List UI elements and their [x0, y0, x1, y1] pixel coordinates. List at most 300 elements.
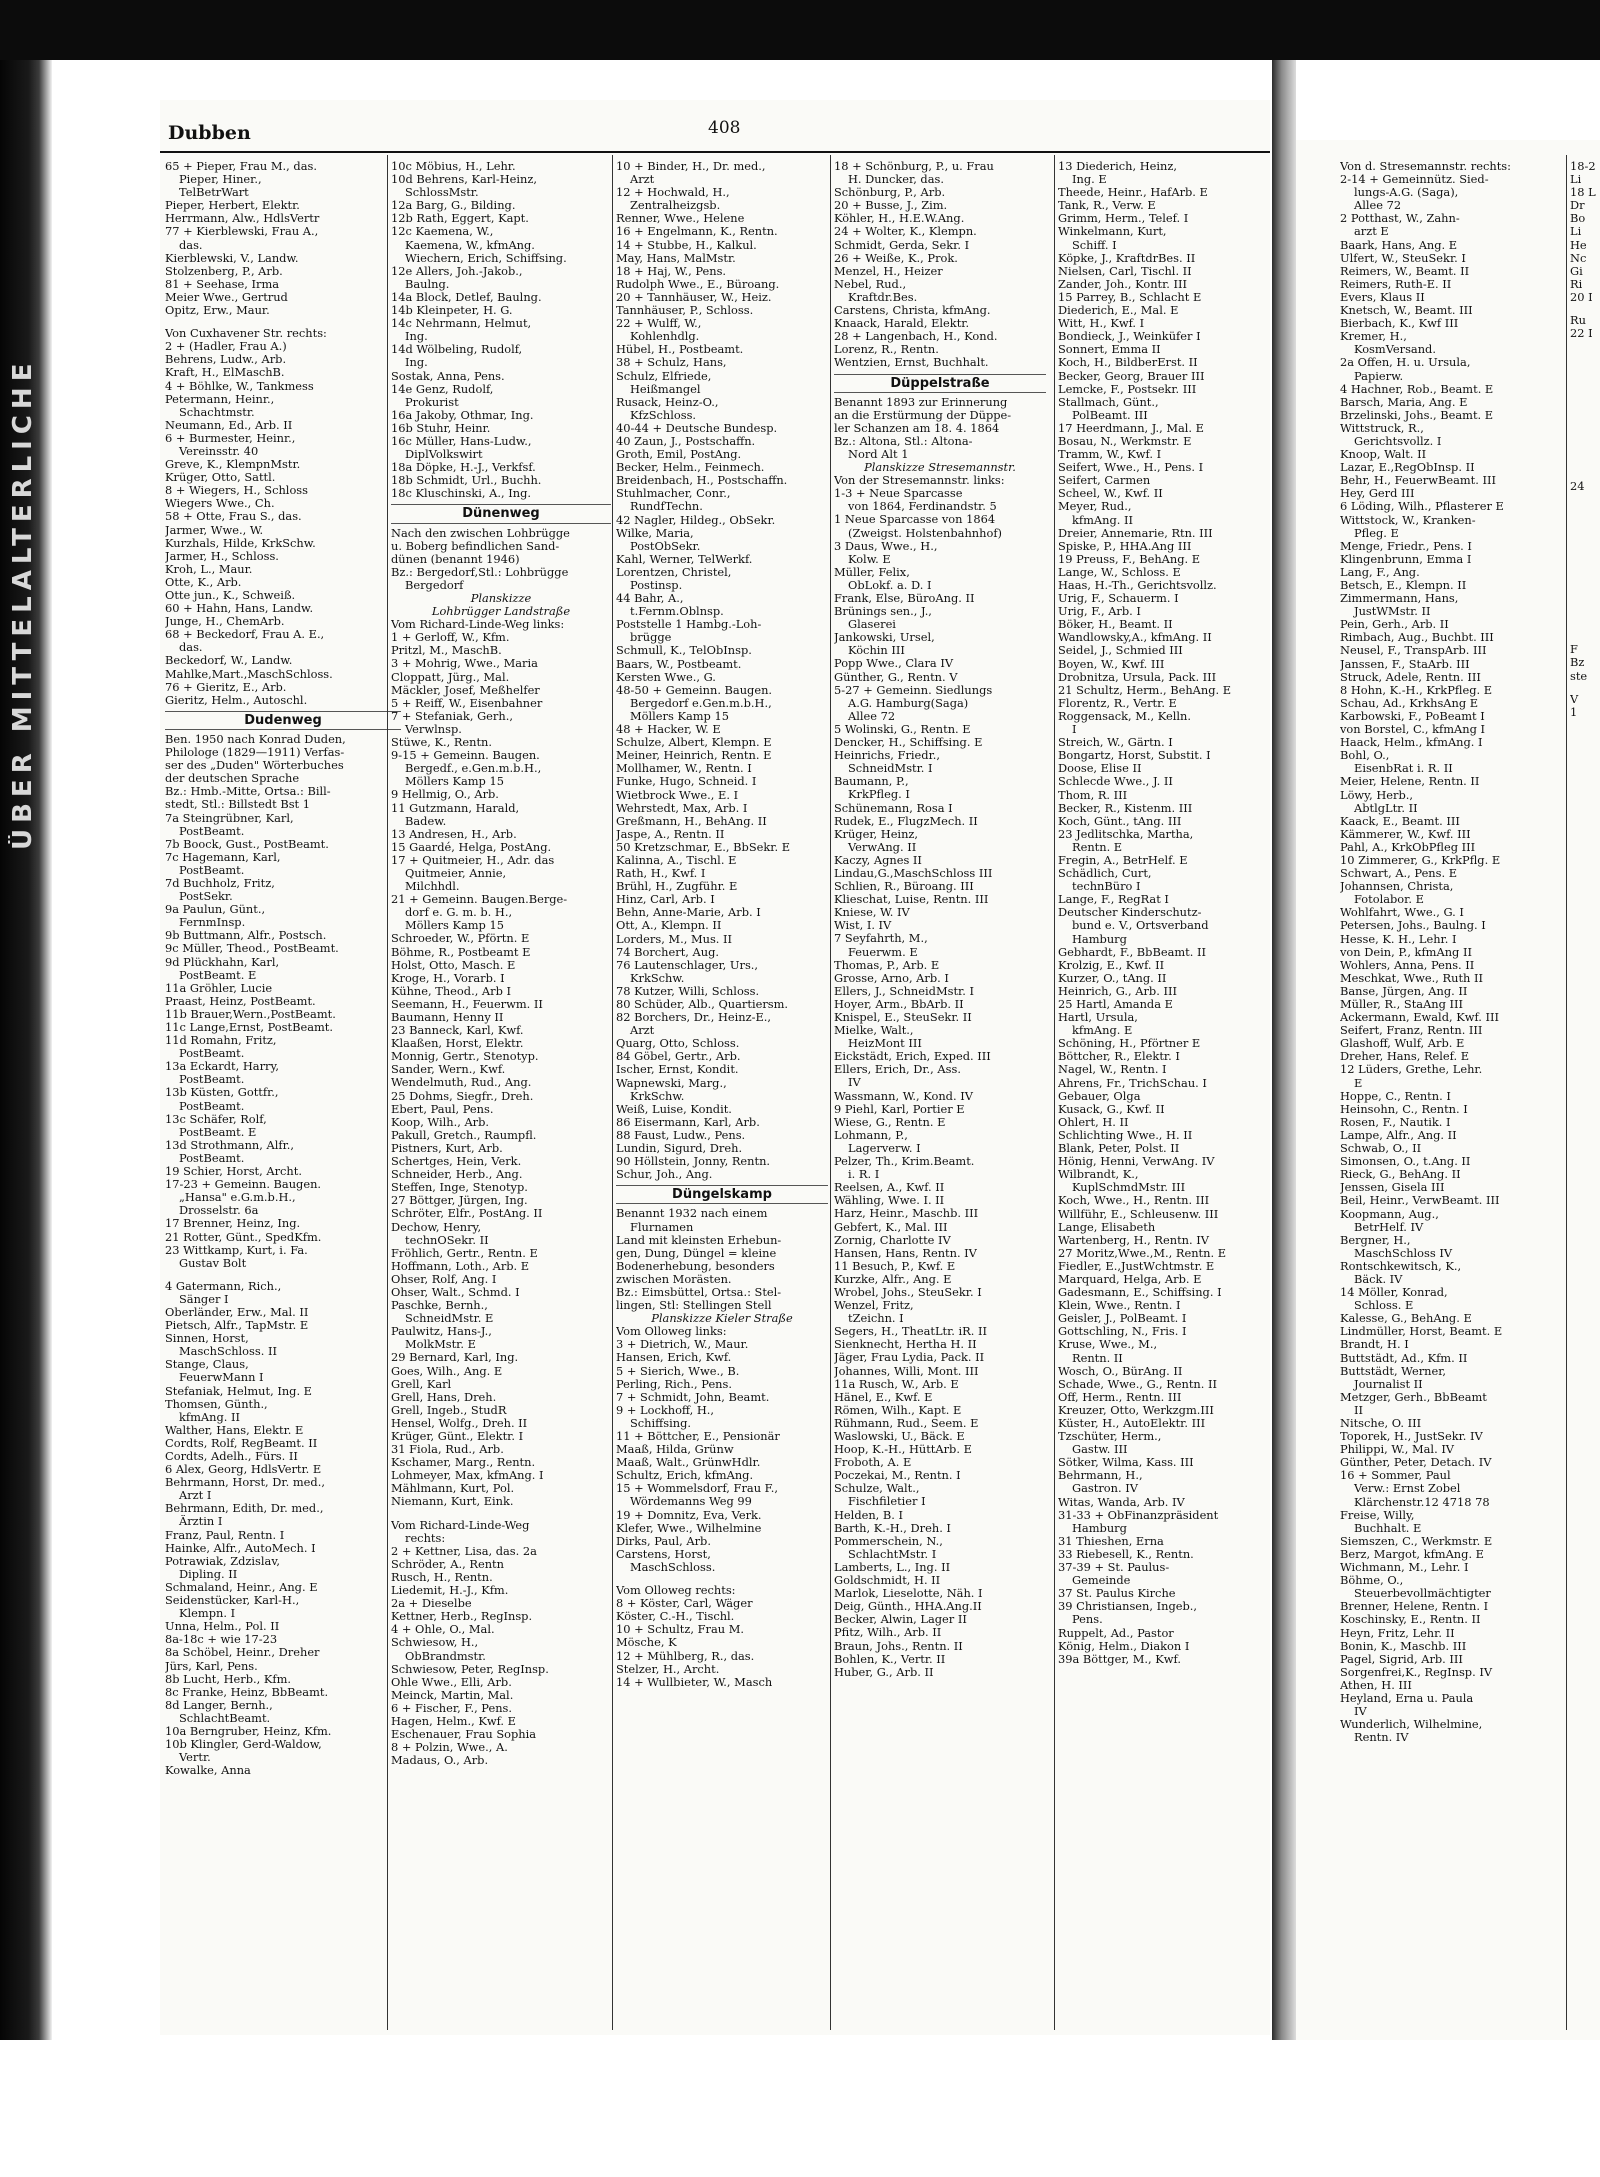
directory-entry: 8 + Polzin, Wwe., A.: [391, 1741, 508, 1755]
entry-continuation: BetrHelf. IV: [1354, 1220, 1424, 1234]
directory-entry: Seidenstücker, Karl-H.,: [165, 1594, 300, 1608]
directory-entry: Lindau,G.,MaschSchloss III: [834, 866, 993, 880]
directory-entry: 6 Löding, Wilh., Pflasterer E: [1340, 500, 1504, 514]
directory-entry: Junge, H., ChemArb.: [165, 615, 285, 629]
entry-continuation: Buchhalt. E: [1354, 1521, 1422, 1535]
directory-entry: Froboth, A. E: [834, 1456, 912, 1470]
directory-entry: Mählmann, Kurt, Pol.: [391, 1482, 515, 1496]
directory-entry: Böker, H., Beamt. II: [1058, 618, 1173, 632]
directory-entry: Hoppe, C., Rentn. I: [1340, 1089, 1451, 1103]
entry-continuation: Arzt I: [179, 1489, 212, 1503]
directory-entry: Rontschkewitsch, K.,: [1340, 1259, 1462, 1273]
entry-continuation: technOSekr. II: [405, 1233, 489, 1247]
directory-entry: 76 Lautenschlager, Urs.,: [616, 958, 759, 972]
entry-continuation: Vereinsstr. 40: [179, 444, 259, 458]
directory-entry: Paulwitz, Hans-J.,: [391, 1325, 492, 1339]
directory-entry: Heinsohn, C., Rentn. I: [1340, 1102, 1468, 1116]
directory-entry: Groth, Emil, PostAng.: [616, 448, 742, 462]
entry-continuation: MaschSchloss IV: [1354, 1246, 1453, 1260]
directory-entry: Kowalke, Anna: [165, 1764, 251, 1778]
directory-entry: 84 Göbel, Gertr., Arb.: [616, 1050, 741, 1064]
spacer: [1570, 360, 1600, 370]
directory-entry: 12e Allers, Joh.-Jakob.,: [391, 264, 523, 278]
entry-continuation: Arzt: [630, 173, 655, 187]
directory-entry: Neumann, Ed., Arb. II: [165, 418, 293, 432]
directory-entry: Otte jun., K., Schweiß.: [165, 589, 296, 602]
entry-continuation: PostBeamt.: [179, 1073, 245, 1087]
directory-entry: Kroge, H., Vorarb. I: [391, 971, 505, 985]
directory-entry: 18 L: [1570, 186, 1596, 200]
entry-continuation: Rentn. IV: [1354, 1731, 1409, 1745]
entry-continuation: das.: [179, 641, 203, 655]
entry-continuation: brügge: [630, 631, 672, 645]
directory-entry: 4 Hachner, Rob., Beamt. E: [1340, 382, 1494, 396]
directory-entry: Jarmer, Wwe., W.: [165, 523, 264, 537]
directory-entry: 14e Genz, Rudolf,: [391, 382, 494, 396]
directory-entry: 16c Müller, Hans-Ludw.,: [391, 434, 532, 448]
directory-entry: Rühmann, Rud., Seem. E: [834, 1416, 979, 1430]
directory-entry: Nebel, Rud.,: [834, 277, 907, 291]
directory-entry: Weiß, Luise, Kondit.: [616, 1102, 732, 1116]
directory-entry: 2 + (Hadler, Frau A.): [165, 340, 287, 354]
directory-entry: 2 Potthast, W., Zahn-: [1340, 212, 1460, 226]
directory-entry: Janssen, F., StaArb. III: [1340, 657, 1470, 671]
directory-entry: 9a Paulun, Günt.,: [165, 903, 266, 917]
directory-entry: 18-2: [1570, 160, 1596, 173]
entry-continuation: von 1864, Ferdinandstr. 5: [848, 500, 997, 514]
directory-entry: Gottschling, N., Fris. I: [1058, 1325, 1187, 1339]
entry-continuation: Rentn. E: [1072, 840, 1123, 854]
directory-entry: Schulze, Walt.,: [834, 1482, 920, 1496]
entry-continuation: arzt E: [1354, 225, 1389, 239]
directory-entry: Krüger, Otto, Sattl.: [165, 471, 276, 485]
directory-entry: Kremer, H.,: [1340, 330, 1407, 344]
directory-entry: Goes, Wilh., Ang. E: [391, 1364, 503, 1378]
directory-entry: Funke, Hugo, Schneid. I: [616, 775, 757, 789]
directory-entry: Günther, Peter, Detach. IV: [1340, 1456, 1492, 1470]
directory-entry: Löwy, Herb.,: [1340, 788, 1413, 802]
directory-entry: Seifert, Carmen: [1058, 474, 1151, 488]
directory-entry: 10d Behrens, Karl-Heinz,: [391, 173, 537, 187]
entry-continuation: Verwlnsp.: [405, 722, 462, 736]
directory-entry: Niemann, Kurt, Eink.: [391, 1495, 514, 1509]
directory-entry: Bosau, N., Werkmstr. E: [1058, 434, 1192, 448]
directory-entry: Florentz, R., Vertr. E: [1058, 696, 1177, 710]
directory-entry: 10 + Binder, H., Dr. med.,: [616, 160, 766, 173]
directory-column-5: [1058, 160, 1268, 2030]
directory-entry: Eschenauer, Frau Sophia: [391, 1728, 537, 1742]
directory-entry: 25 Hartl, Amanda E: [1058, 998, 1173, 1011]
entry-continuation: FernmInsp.: [179, 916, 246, 930]
directory-entry: Bz.: Eimsbüttel, Ortsa.: Stel-: [616, 1285, 782, 1299]
directory-entry: Bonin, K., Maschb. III: [1340, 1639, 1467, 1653]
directory-entry: Kersten Wwe., G.: [616, 670, 716, 684]
entry-continuation: Schachtmstr.: [179, 405, 255, 419]
directory-entry: Gadesmann, E., Schiffsing. I: [1058, 1286, 1222, 1300]
directory-entry: Jäger, Frau Lydia, Pack. II: [834, 1351, 985, 1365]
directory-entry: Meier, Helene, Rentn. II: [1340, 775, 1480, 789]
directory-entry: Meiner, Heinrich, Rentn. E: [616, 749, 772, 763]
directory-entry: Lorenz, R., Rentn.: [834, 343, 939, 357]
entry-continuation: Zentralheizgsb.: [630, 199, 721, 213]
directory-entry: Haack, Helm., kfmAng. I: [1340, 736, 1483, 750]
directory-entry: 16 + Sommer, Paul: [1340, 1469, 1451, 1483]
directory-entry: 27 Böttger, Jürgen, Ing.: [391, 1194, 528, 1208]
directory-entry: 25 Dohms, Siegfr., Dreh.: [391, 1089, 534, 1103]
directory-entry: 5 + Reiff, W., Eisenbahner: [391, 696, 543, 710]
directory-entry: 21 + Gemeinn. Baugen.Berge-: [391, 893, 568, 907]
directory-entry: Bondieck, J., Weinküfer I: [1058, 330, 1201, 344]
entry-continuation: Fotolabor. E: [1354, 893, 1424, 907]
directory-entry: Stefaniak, Helmut, Ing. E: [165, 1384, 312, 1398]
directory-entry: Ri: [1570, 277, 1583, 291]
directory-entry: 18a Döpke, H.-J., Verkfsf.: [391, 461, 536, 475]
directory-entry: 18b Schmidt, Url., Buchh.: [391, 474, 542, 488]
directory-entry: Blank, Peter, Polst. II: [1058, 1142, 1180, 1156]
directory-entry: Neusel, F., TranspArb. III: [1340, 644, 1487, 658]
directory-entry: Behrmann, Horst, Dr. med.,: [165, 1476, 325, 1490]
directory-entry: Wähling, Wwe. I. II: [834, 1194, 945, 1208]
entry-continuation: Ärztin I: [179, 1515, 223, 1529]
directory-entry: Klingenbrunn, Emma I: [1340, 552, 1472, 566]
directory-entry: Zimmermann, Hans,: [1340, 592, 1459, 606]
entry-continuation: Drosselstr. 6a: [179, 1204, 259, 1218]
directory-entry: Dirks, Paul, Arb.: [616, 1534, 711, 1548]
entry-continuation: Dipling. II: [179, 1567, 238, 1581]
entry-continuation: DiplVolkswirt: [405, 448, 483, 462]
spacer: [1570, 613, 1600, 623]
directory-entry: Stolzenberg, P., Arb.: [165, 264, 283, 278]
spacer: [1570, 503, 1600, 513]
street-note: Lohbrügger Landstraße: [431, 605, 571, 619]
directory-entry: Wendelmuth, Rud., Ang.: [391, 1076, 532, 1090]
entry-continuation: Kohlenhdlg.: [630, 330, 700, 344]
directory-entry: Von Cuxhavener Str. rechts:: [165, 327, 327, 341]
directory-entry: Kruse, Wwe., M.,: [1058, 1338, 1158, 1352]
directory-entry: 19 Preuss, F., BehAng. E: [1058, 552, 1201, 566]
directory-entry: Quarg, Otto, Schloss.: [616, 1037, 740, 1051]
directory-entry: 8a Schöbel, Heinr., Dreher: [165, 1646, 320, 1660]
directory-entry: Johannes, Willi, Mont. III: [834, 1364, 979, 1378]
entry-continuation: RundfTechn.: [630, 500, 703, 514]
entry-continuation: PostBeamt. E: [179, 968, 257, 982]
directory-entry: 8b Lucht, Herb., Kfm.: [165, 1672, 292, 1686]
directory-entry: 21 Rotter, Günt., SpedKfm.: [165, 1230, 322, 1244]
directory-entry: Toporek, H., JustSekr. IV: [1340, 1430, 1483, 1444]
directory-entry: Maaß, Walt., GrünwHdlr.: [616, 1456, 761, 1470]
entry-continuation: Nord Alt 1: [848, 447, 909, 461]
spacer: [1570, 513, 1600, 523]
directory-entry: 74 Borchert, Aug.: [616, 945, 719, 959]
directory-entry: Waslowski, U., Bäck. E: [834, 1430, 965, 1443]
entry-continuation: ObLokf. a. D. I: [848, 578, 932, 592]
directory-entry: Wichmann, M., Lehr. I: [1340, 1561, 1469, 1575]
entry-continuation: Arzt: [630, 1024, 655, 1038]
directory-entry: Holst, Otto, Masch. E: [391, 958, 516, 972]
directory-column-2: [391, 160, 611, 2030]
spacer: [616, 1574, 828, 1584]
directory-entry: Köster, C.-H., Tischl.: [616, 1610, 735, 1624]
directory-entry: Off, Herm., Rentn. III: [1058, 1390, 1182, 1404]
entry-continuation: KrkSchw.: [630, 971, 685, 985]
entry-continuation: dorf e. G. m. b. H.,: [405, 906, 513, 920]
entry-continuation: PostBeamt.: [179, 863, 245, 877]
directory-entry: Meier Wwe., Gertrud: [165, 290, 288, 304]
directory-entry: Ellers, J., SchneidMstr. I: [834, 984, 974, 998]
directory-entry: 4 + Böhlke, W., Tankmess: [165, 379, 314, 393]
entry-continuation: tZeichn. I: [848, 1312, 904, 1326]
directory-entry: Lang, F., Ang.: [1340, 565, 1420, 579]
column-divider: [830, 155, 831, 2030]
directory-entry: 50 Kretzschmar, E., BbSekr. E: [616, 840, 791, 854]
directory-entry: Hoop, K.-H., HüttArb. E: [834, 1443, 972, 1457]
directory-entry: Baark, Hans, Ang. E: [1340, 238, 1458, 252]
directory-entry: Lamberts, L., Ing. II: [834, 1560, 951, 1574]
directory-entry: 16a Jakoby, Othmar, Ing.: [391, 408, 534, 422]
directory-entry: 9 Hellmig, O., Arb.: [391, 788, 499, 802]
directory-entry: Kreuzer, Otto, Werkzgm.III: [1058, 1403, 1214, 1417]
entry-continuation: (Zweigst. Holstenbahnhof): [848, 526, 1002, 540]
directory-entry: Lange, W., Schloss. E: [1058, 565, 1181, 579]
directory-entry: Gebhardt, F., BbBeamt. II: [1058, 945, 1206, 959]
directory-entry: Schneider, Herb., Ang.: [391, 1168, 523, 1182]
directory-entry: Bergner, H.,: [1340, 1233, 1411, 1247]
directory-entry: Behrmann, H.,: [1058, 1469, 1143, 1483]
directory-entry: ler Schanzen am 18. 4. 1864: [834, 421, 1000, 435]
directory-entry: 23 Banneck, Karl, Kwf.: [391, 1024, 524, 1038]
directory-entry: 16b Stuhr, Heinr.: [391, 421, 491, 435]
directory-entry: Schöning, H., Pförtner E: [1058, 1037, 1201, 1051]
entry-continuation: Fischfiletier I: [848, 1495, 926, 1509]
directory-entry: Pahl, A., KrkObPfleg III: [1340, 840, 1476, 854]
directory-entry: 65 + Pieper, Frau M., das.: [165, 160, 317, 173]
directory-entry: 8c Franke, Heinz, BbBeamt.: [165, 1685, 329, 1699]
directory-entry: Zornig, Charlotte IV: [834, 1233, 951, 1247]
directory-entry: 11 Besuch, P., Kwf. E: [834, 1259, 956, 1273]
directory-entry: 9 + Lockhoff, H.,: [616, 1403, 715, 1417]
directory-entry: Eickstädt, Erich, Exped. III: [834, 1050, 991, 1064]
entry-continuation: Gemeinde: [1072, 1574, 1131, 1588]
entry-continuation: Verw.: Ernst Zobel: [1354, 1482, 1461, 1496]
directory-entry: 31-33 + ObFinanzpräsident: [1058, 1508, 1219, 1522]
entry-continuation: Prokurist: [405, 395, 459, 409]
spacer: [1570, 729, 1600, 739]
directory-entry: Bz.: Hmb.-Mitte, Ortsa.: Bill-: [165, 785, 331, 799]
spacer: [1570, 759, 1600, 769]
directory-entry: Schmidt, Gerda, Sekr. I: [834, 238, 970, 252]
street-heading: Düngelskamp: [616, 1185, 828, 1204]
directory-entry: Schultz, Erich, kfmAng.: [616, 1469, 754, 1483]
directory-entry: Lange, F., RegRat I: [1058, 893, 1169, 907]
directory-entry: Wrobel, Johs., SteuSekr. I: [834, 1285, 982, 1299]
directory-entry: 7b Boock, Gust., PostBeamt.: [165, 837, 329, 851]
directory-entry: 11 Gutzmann, Harald,: [391, 801, 520, 815]
directory-entry: Koop, Wilh., Arb.: [391, 1115, 490, 1129]
directory-entry: Schmull, K., TelObInsp.: [616, 644, 752, 658]
directory-entry: Kämmerer, W., Kwf. III: [1340, 827, 1471, 841]
directory-entry: Fregin, A., BetrHelf. E: [1058, 853, 1188, 867]
directory-entry: Becker, Georg, Brauer III: [1058, 369, 1205, 383]
directory-entry: Heinrich, G., Arb. III: [1058, 984, 1177, 998]
directory-entry: Cloppatt, Jürg., Mal.: [391, 670, 510, 684]
directory-entry: Schlecde Wwe., J. II: [1058, 775, 1173, 789]
directory-entry: Ebert, Paul, Pens.: [391, 1102, 494, 1116]
directory-entry: Zander, Joh., Kontr. III: [1058, 277, 1188, 291]
spacer: [391, 1509, 611, 1519]
directory-entry: Witt, H., Kwf. I: [1058, 317, 1145, 331]
directory-entry: Mollhamer, W., Rentn. I: [616, 762, 752, 776]
directory-entry: Stuhlmacher, Conr.,: [616, 487, 731, 501]
directory-entry: Lazar, E.,RegObInsp. II: [1340, 461, 1475, 475]
directory-entry: Bodenerhebung, besonders: [616, 1259, 775, 1273]
scan-bottom-border: [0, 2040, 1600, 2177]
directory-entry: Pommerschein, N.,: [834, 1534, 943, 1548]
directory-entry: 90 Höllstein, Jonny, Rentn.: [616, 1155, 771, 1169]
directory-entry: Sinnen, Horst,: [165, 1332, 249, 1346]
directory-entry: 77 + Kierblewski, Frau A.,: [165, 225, 319, 239]
entry-continuation: Möllers Kamp 15: [405, 775, 504, 789]
entry-continuation: Ing.: [405, 356, 428, 370]
directory-entry: Carstens, Christa, kfmAng.: [834, 304, 991, 318]
entry-continuation: A.G. Hamburg(Saga): [848, 696, 969, 710]
directory-entry: 7 + Schmidt, John, Beamt.: [616, 1390, 770, 1404]
directory-entry: Gebauer, Olga: [1058, 1089, 1141, 1103]
directory-entry: 44 Bahr, A.,: [616, 592, 684, 606]
directory-entry: 21 Schultz, Herm., BehAng. E: [1058, 683, 1232, 697]
directory-entry: Wenzel, Fritz,: [834, 1299, 914, 1313]
directory-entry: Becker, R., Kistenm. III: [1058, 801, 1193, 815]
entry-continuation: Gastron. IV: [1072, 1482, 1138, 1496]
directory-entry: Ru: [1570, 314, 1586, 328]
entry-continuation: Pfleg. E: [1354, 526, 1399, 540]
directory-entry: Grell, Karl: [391, 1377, 452, 1391]
directory-entry: 23 Wittkamp, Kurt, i. Fa.: [165, 1243, 308, 1257]
directory-entry: Praast, Heinz, PostBeamt.: [165, 994, 316, 1008]
directory-entry: 20 + Busse, J., Zim.: [834, 199, 948, 213]
directory-entry: Behr, H., FeuerwBeamt. III: [1340, 474, 1496, 488]
spacer: [1570, 573, 1600, 583]
directory-entry: Pakull, Gretch., Raumpfl.: [391, 1128, 537, 1142]
entry-continuation: Journalist II: [1354, 1377, 1423, 1391]
directory-entry: 60 + Hahn, Hans, Landw.: [165, 602, 314, 616]
entry-continuation: PostBeamt.: [179, 824, 245, 838]
directory-entry: 6 + Fischer, F., Pens.: [391, 1701, 513, 1715]
directory-entry: 4 Gatermann, Rich.,: [165, 1279, 282, 1293]
entry-continuation: Kolw. E: [848, 552, 891, 566]
directory-entry: Siemszen, C., Werkmstr. E: [1340, 1534, 1493, 1548]
directory-entry: Deig, Günth., HHA.Ang.II: [834, 1600, 982, 1614]
directory-entry: Ackermann, Ewald, Kwf. III: [1340, 1011, 1500, 1025]
directory-entry: 9 Piehl, Karl, Portier E: [834, 1102, 965, 1116]
directory-entry: 24 + Wolter, K., Klempn.: [834, 225, 977, 239]
spacer: [1570, 380, 1600, 390]
directory-entry: Kurzke, Alfr., Ang. E: [834, 1272, 952, 1286]
entry-continuation: Möllers Kamp 15: [405, 919, 504, 933]
directory-entry: Grosse, Arno, Arb. I: [834, 971, 949, 985]
entry-continuation: MolkMstr. E: [405, 1338, 476, 1352]
directory-entry: Roggensack, M., Kelln.: [1058, 709, 1191, 723]
directory-entry: Barth, K.-H., Dreh. I: [834, 1521, 951, 1535]
directory-entry: Huber, G., Arb. II: [834, 1665, 934, 1679]
column-divider: [1566, 155, 1567, 2030]
directory-entry: 48 + Hacker, W. E: [616, 723, 721, 737]
entry-continuation: PostSekr.: [179, 890, 233, 904]
directory-entry: 7a Steingrübner, Karl,: [165, 811, 294, 825]
directory-entry: Pein, Gerh., Arb. II: [1340, 618, 1449, 632]
directory-entry: Betsch, E., Klempn. II: [1340, 579, 1467, 592]
directory-entry: Vom Olloweg rechts:: [616, 1584, 736, 1598]
directory-entry: Kraft, H., ElMaschB.: [165, 366, 285, 380]
directory-entry: 19 Schier, Horst, Archt.: [165, 1165, 302, 1179]
directory-entry: Boyen, W., Kwf. III: [1058, 657, 1165, 671]
directory-entry: Hansen, Erich, Kwf.: [616, 1351, 732, 1365]
directory-entry: Ellers, Erich, Dr., Ass.: [834, 1063, 961, 1077]
entry-continuation: E: [1354, 1076, 1363, 1090]
directory-entry: Dreier, Annemarie, Rtn. III: [1058, 526, 1213, 540]
entry-continuation: PolBeamt. III: [1072, 408, 1148, 422]
spacer: [1570, 543, 1600, 553]
directory-entry: Hoyer, Arm., BbArb. II: [834, 997, 964, 1011]
directory-entry: Tannhäuser, P., Schloss.: [616, 304, 754, 318]
directory-entry: Wohlers, Anna, Pens. II: [1340, 958, 1475, 972]
directory-entry: 1 Neue Sparcasse von 1864: [834, 513, 996, 527]
directory-entry: 18 + Schönburg, P., u. Frau: [834, 160, 994, 173]
directory-entry: Schade, Wwe., G., Rentn. II: [1058, 1377, 1218, 1391]
directory-entry: Petermann, Heinr.,: [165, 392, 275, 406]
directory-entry: Brenner, Helene, Rentn. I: [1340, 1600, 1489, 1614]
entry-continuation: bund e. V., Ortsverband: [1072, 919, 1209, 933]
directory-entry: gen, Dung, Düngel = kleine: [616, 1246, 777, 1260]
directory-entry: Karbowski, F., PoBeamt I: [1340, 709, 1485, 723]
directory-entry: Jankowski, Ursel,: [834, 631, 935, 645]
directory-entry: Seemann, H., Feuerwm. II: [391, 997, 543, 1011]
directory-entry: Dechow, Henry,: [391, 1220, 482, 1234]
spacer: [1570, 739, 1600, 749]
directory-entry: Oberländer, Erw., Mal. II: [165, 1305, 309, 1319]
entry-continuation: IV: [848, 1076, 861, 1090]
directory-entry: Kusack, G., Kwf. II: [1058, 1102, 1165, 1116]
column-divider: [1054, 155, 1055, 2030]
directory-entry: Bz.: Bergedorf,Stl.: Lohbrügge: [391, 565, 569, 579]
entry-continuation: ObBrandmstr.: [405, 1649, 486, 1663]
directory-entry: Perling, Rich., Pens.: [616, 1377, 732, 1391]
directory-entry: Lundin, Sigurd, Dreh.: [616, 1142, 743, 1156]
directory-entry: Hinz, Carl, Arb. I: [616, 893, 715, 907]
directory-entry: Römen, Wilh., Kapt. E: [834, 1403, 962, 1417]
directory-entry: Dencker, H., Schiffsing. E: [834, 736, 983, 750]
directory-entry: Mösche, K: [616, 1636, 677, 1650]
directory-entry: Wartenberg, H., Rentn. IV: [1058, 1233, 1209, 1247]
directory-entry: 14b Kleinpeter, H. G.: [391, 304, 513, 318]
entry-continuation: Quitmeier, Annie,: [405, 866, 507, 880]
spacer: [1570, 683, 1600, 693]
directory-entry: Böhme, O.,: [1340, 1574, 1404, 1588]
directory-entry: Grell, Hans, Dreh.: [391, 1390, 497, 1404]
directory-entry: Baars, W., Postbeamt.: [616, 657, 742, 671]
directory-entry: Brzelinski, Johs., Beamt. E: [1340, 408, 1494, 422]
entry-continuation: Köchin III: [848, 644, 905, 658]
spacer: [1570, 769, 1600, 779]
directory-entry: Pagel, Sigrid, Arb. III: [1340, 1652, 1463, 1666]
directory-entry: 2a Offen, H. u. Ursula,: [1340, 356, 1471, 370]
directory-entry: Hesse, K. H., Lehr. I: [1340, 932, 1457, 946]
directory-entry: Urig, F., Arb. I: [1058, 605, 1141, 619]
directory-entry: Gebfert, K., Mal. III: [834, 1220, 948, 1234]
directory-column-1: [165, 160, 401, 2030]
entry-continuation: Klärchenstr.12 4718 78: [1354, 1495, 1490, 1509]
spacer: [1570, 563, 1600, 573]
directory-entry: Heinrichs, Friedr.,: [834, 749, 941, 763]
